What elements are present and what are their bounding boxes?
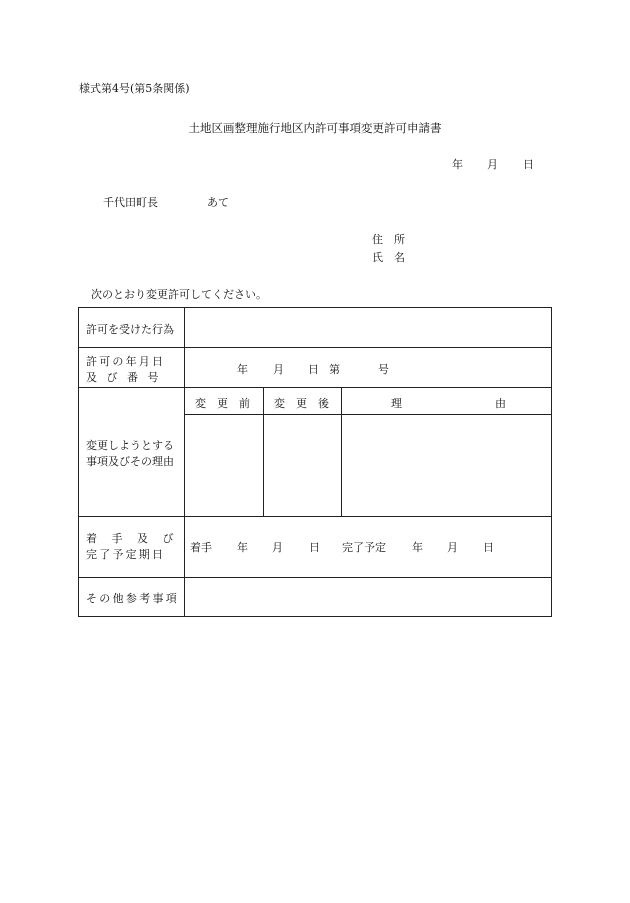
request-statement: 次のとおり変更許可してください。 [91, 288, 267, 301]
applicant-name-label: 氏 名 [372, 251, 405, 264]
permit-year-label: 年 [237, 363, 248, 376]
applicant-address-label: 住 所 [372, 233, 405, 246]
date-month-label: 月 [487, 158, 498, 171]
start-completion-label-1: 着 手 及 び [86, 532, 179, 545]
start-year-label: 年 [237, 541, 248, 554]
date-year-label: 年 [452, 158, 463, 171]
permitted-act-field[interactable] [185, 308, 551, 347]
addressee-name: 千代田町長 [103, 196, 158, 209]
permit-number-label: 及 び 番 号 [86, 371, 162, 384]
row-divider [79, 347, 551, 348]
completion-year-label: 年 [412, 541, 423, 554]
change-matter-label-1: 変更しようとする [86, 439, 174, 452]
addressee-suffix: あて [207, 196, 229, 209]
other-notes-label: その他参考事項 [86, 592, 180, 605]
start-completion-label-2: 完了予定期日 [86, 548, 166, 561]
reason-header-1: 理 [391, 397, 402, 410]
permitted-act-label: 許可を受けた行為 [86, 323, 174, 336]
other-notes-field[interactable] [185, 578, 551, 616]
start-day-label: 日 [309, 541, 320, 554]
application-table [78, 307, 552, 617]
start-month-label: 月 [272, 541, 283, 554]
permit-number-suffix: 号 [378, 363, 389, 376]
permit-day-no-label: 日第 [308, 363, 350, 376]
completion-label: 完了予定 [342, 541, 386, 554]
reason-header-2: 由 [495, 397, 506, 410]
completion-month-label: 月 [447, 541, 458, 554]
permit-date-label: 許可の年月日 [86, 355, 166, 368]
start-label: 着手 [190, 541, 212, 554]
after-change-field[interactable] [264, 415, 341, 516]
row-divider [79, 387, 551, 388]
permit-month-label: 月 [273, 363, 284, 376]
before-change-field[interactable] [185, 415, 263, 516]
form-number: 様式第4号(第5条関係) [79, 82, 190, 95]
completion-day-label: 日 [483, 541, 494, 554]
date-day-label: 日 [523, 158, 534, 171]
reason-field[interactable] [342, 415, 551, 516]
before-change-header: 変 更 前 [195, 397, 250, 410]
row-divider [79, 516, 551, 517]
after-change-header: 変 更 後 [274, 397, 329, 410]
form-title: 土地区画整理施行地区内許可事項変更許可申請書 [188, 121, 442, 135]
change-matter-label-2: 事項及びその理由 [86, 455, 174, 468]
